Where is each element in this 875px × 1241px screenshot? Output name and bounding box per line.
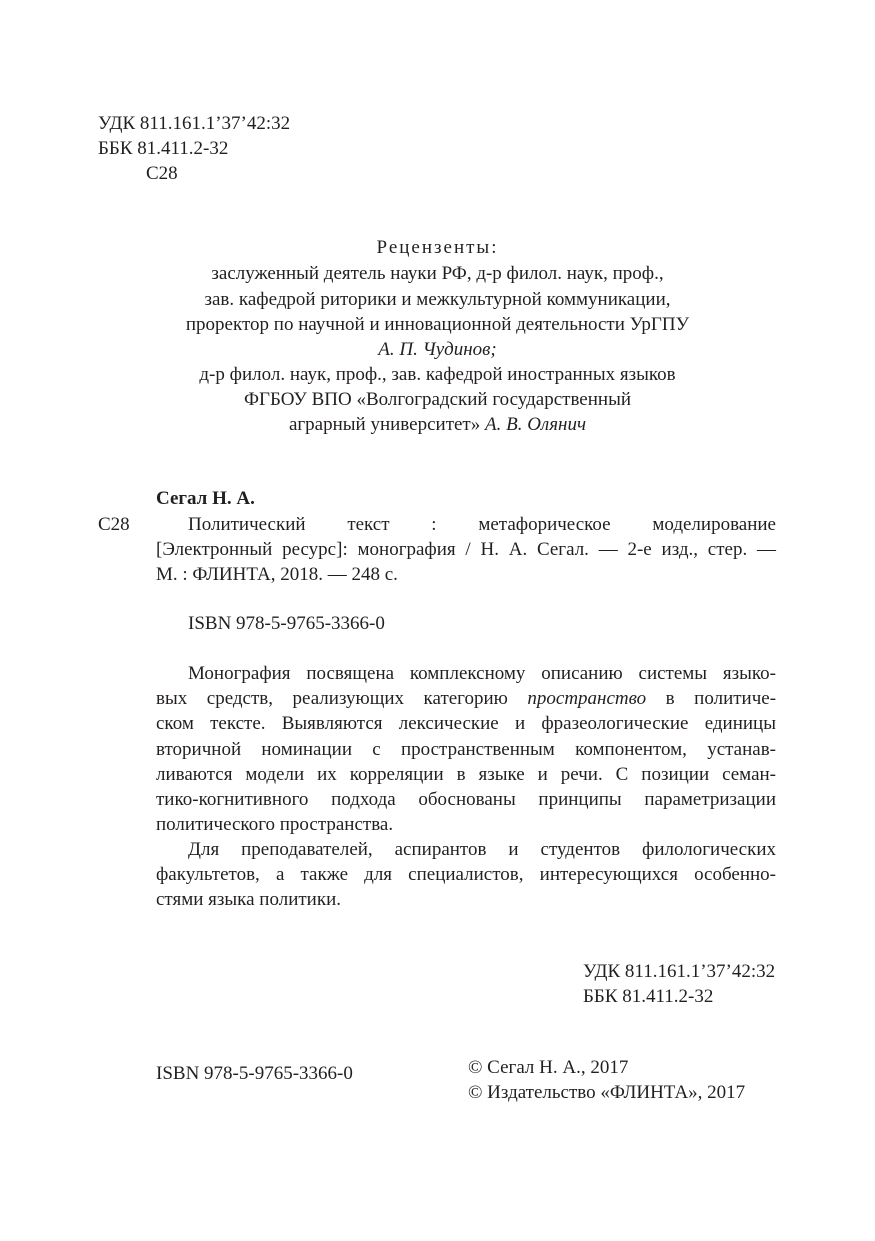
annotation-line: стями языка политики. bbox=[156, 889, 341, 910]
udk-bottom: УДК 811.161.1’37’42:32 bbox=[583, 961, 776, 982]
reviewers-line: проректор по научной и инновационной деятельности УрГПУ bbox=[185, 314, 690, 335]
bib-author: Сегал Н. А. bbox=[156, 488, 255, 509]
bib-line: М. : ФЛИНТА, 2018. — 248 с. bbox=[156, 564, 398, 585]
annotation-line: ском тексте. Выявляются лексические и фразеологические единицы bbox=[156, 713, 776, 734]
bib-line: [Электронный ресурс]: монография / Н. А. Сегал. — 2-е изд., стер. — bbox=[156, 539, 776, 560]
reviewer-name-text: А. В. Олянич bbox=[484, 414, 587, 435]
annotation-line: ливаются модели их корреляции в языке и речи. С позиции семан- bbox=[156, 764, 776, 785]
annotation-line: политического пространства. bbox=[156, 814, 394, 835]
annotation-line: факультетов, а также для специалистов, интересующихся особенно- bbox=[156, 864, 776, 885]
copyright-publisher: © Издательство «ФЛИНТА», 2017 bbox=[468, 1082, 746, 1103]
reviewers-line: заслуженный деятель науки РФ, д-р филол. наук, проф., bbox=[211, 263, 664, 284]
reviewer-name-text: А. П. Чудинов; bbox=[378, 339, 497, 360]
annotation-line: Для преподавателей, аспирантов и студентов филологических bbox=[188, 839, 776, 860]
author-mark-top: С28 bbox=[146, 163, 178, 184]
udk-top: УДК 811.161.1’37’42:32 bbox=[98, 113, 291, 134]
imprint-isbn: ISBN 978-5-9765-3366-0 bbox=[156, 1063, 353, 1084]
reviewers-line-prefix: аграрный университет» bbox=[288, 414, 481, 435]
bib-line: Политический текст : метафорическое моделирование bbox=[188, 514, 776, 535]
reviewers-line: д-р филол. наук, проф., зав. кафедрой иностранных языков bbox=[199, 364, 676, 385]
bbk-bottom: ББК 81.411.2-32 bbox=[583, 986, 714, 1007]
annotation-line bbox=[156, 689, 776, 708]
annotation-emphasis: пространство bbox=[527, 688, 647, 709]
annotation-line: Монография посвящена комплексному описанию системы языко- bbox=[188, 663, 776, 684]
bbk-top: ББК 81.411.2-32 bbox=[98, 138, 229, 159]
annotation-fragment: вых средств, реализующих категорию bbox=[156, 688, 508, 709]
bib-isbn: ISBN 978-5-9765-3366-0 bbox=[188, 613, 385, 634]
annotation-fragment: в политиче- bbox=[665, 688, 777, 709]
reviewers-heading: Рецензенты: bbox=[376, 237, 499, 258]
reviewers-line-last bbox=[0, 415, 875, 434]
copyright-author: © Сегал Н. А., 2017 bbox=[468, 1057, 629, 1078]
annotation-line: вторичной номинации с пространственным компонентом, устанав- bbox=[156, 739, 776, 760]
reviewers-line: зав. кафедрой риторики и межкультурной коммуникации, bbox=[204, 289, 671, 310]
reviewers-line: ФГБОУ ВПО «Волгоградский государственный bbox=[243, 389, 632, 410]
bib-mark: С28 bbox=[98, 514, 130, 535]
annotation-line: тико-когнитивного подхода обоснованы принципы параметризации bbox=[156, 789, 776, 810]
reviewer-name bbox=[0, 340, 875, 359]
